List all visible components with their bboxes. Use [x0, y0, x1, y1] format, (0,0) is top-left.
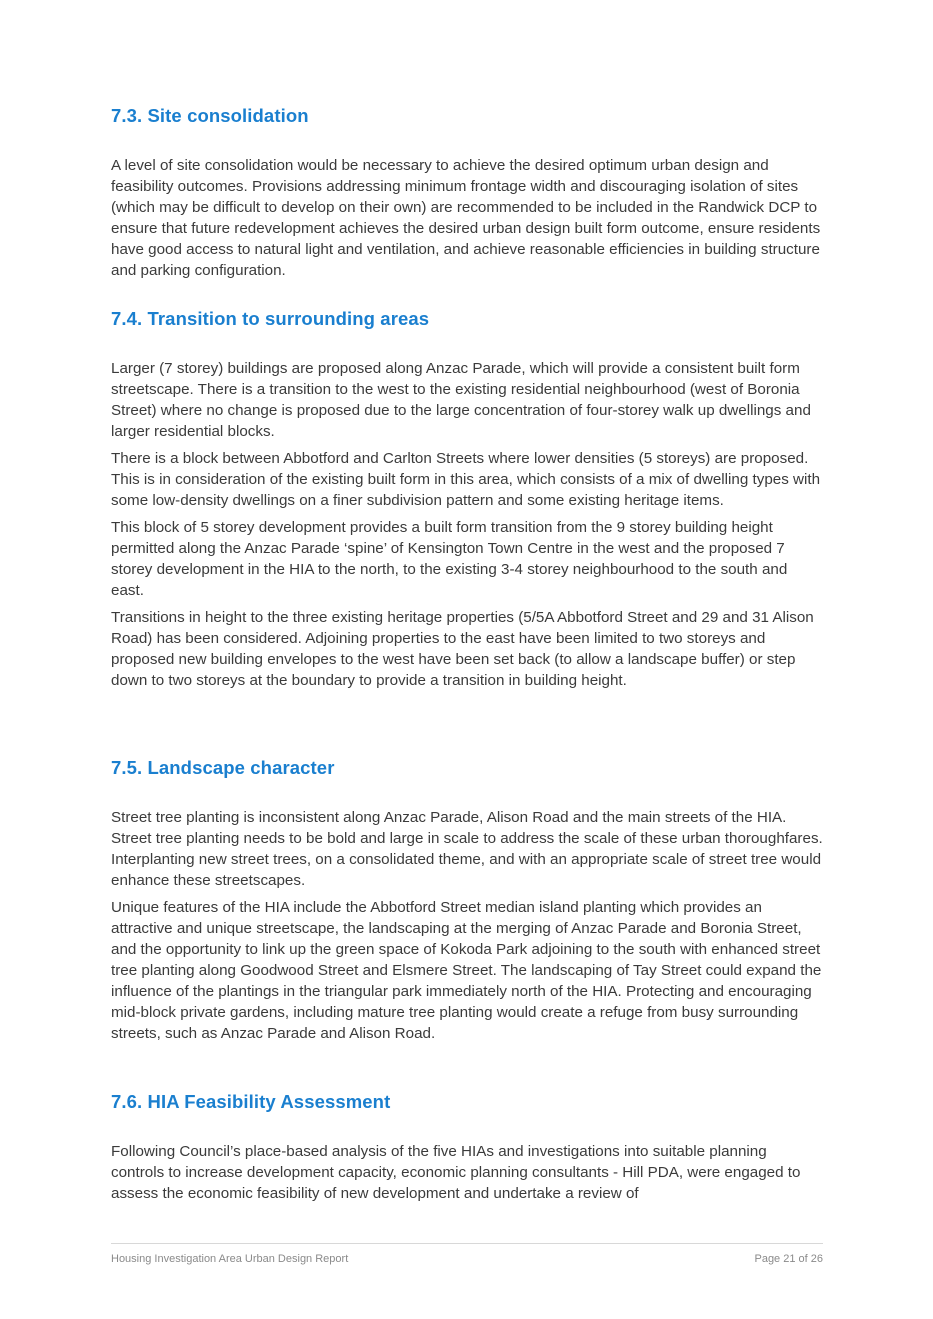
paragraph: Following Council’s place-based analysis of the five HIAs and investigations into suitable planning controls to increase development capacity, economic planning consultants - Hill PDA, were engaged to assess the economic feasibility of new development and undertake a review of	[111, 1143, 801, 1202]
paragraph: This block of 5 storey development provides a built form transition from the 9 storey building height permitted along the Anzac Parade ‘spine’ of Kensington Town Centre in the west and the proposed 7 storey development in the HIA to the north, to the existing 3-4 storey neighbourhood to the south and east.	[111, 519, 788, 599]
section-transition	[111, 307, 823, 697]
section-feasibility	[111, 1090, 823, 1210]
paragraph: Transitions in height to the three existing heritage properties (5/5A Abbotford Street and 29 and 31 Alison Road) has been considered. Adjoining properties to the east have been limited to two storeys and proposed new building envelopes to the west have been set back (to allow a landscape buffer) or step down to two storeys at the boundary to provide a transition in building height.	[111, 609, 814, 689]
paragraph: There is a block between Abbotford and Carlton Streets where lower densities (5 storeys) are proposed. This is in consideration of the existing built form in this area, which consists of a mix of dwelling types with some low-density dwellings on a finer subdivision pattern and some existing heritage items.	[111, 450, 821, 509]
footer-divider	[111, 1243, 823, 1244]
paragraph: A level of site consolidation would be necessary to achieve the desired optimum urban design and feasibility outcomes. Provisions addressing minimum frontage width and discouraging isolation of sites (which may be difficult to develop on their own) are recommended to be included in the Randwick DCP to ensure that future redevelopment achieves the desired urban design built form outcome, ensure residents have good access to natural light and ventilation, and achieve reasonable efficiencies in building structure and parking configuration.	[111, 157, 821, 279]
section-heading: 7.3. Site consolidation	[111, 105, 309, 126]
paragraph: Street tree planting is inconsistent along Anzac Parade, Alison Road and the main streets of the HIA. Street tree planting needs to be bold and large in scale to address the scale of these urban thoroughfares. Interplanting new street trees, on a consolidated theme, and with an appropriate scale of street tree would enhance these streetscapes.	[111, 809, 823, 889]
paragraph: Unique features of the HIA include the Abbotford Street median island planting which provides an attractive and unique streetscape, the landscaping at the merging of Anzac Parade and Boronia Street, and the opportunity to link up the green space of Kokoda Park adjoining to the south with enhanced street tree planting along Goodwood Street and Elsmere Street. The landscaping of Tay Street could expand the influence of the plantings in the triangular park immediately north of the HIA. Protecting and encouraging mid-block private gardens, including mature tree planting would create a refuge from busy surrounding streets, such as Anzac Parade and Alison Road.	[111, 899, 822, 1042]
section-heading: 7.6. HIA Feasibility Assessment	[111, 1091, 391, 1112]
footer-report-title: Housing Investigation Area Urban Design Report	[111, 1253, 349, 1265]
paragraph: Larger (7 storey) buildings are proposed along Anzac Parade, which will provide a consistent built form streetscape. There is a transition to the west to the existing residential neighbourhood (west of Boronia Street) where no change is proposed due to the large concentration of four-storey walk up dwellings and larger residential blocks.	[111, 360, 811, 440]
footer-page-number: Page 21 of 26	[754, 1253, 823, 1265]
section-landscape-character	[111, 756, 823, 1050]
section-heading: 7.4. Transition to surrounding areas	[111, 308, 430, 329]
section-heading: 7.5. Landscape character	[111, 757, 335, 778]
section-site-consolidation	[111, 104, 823, 287]
